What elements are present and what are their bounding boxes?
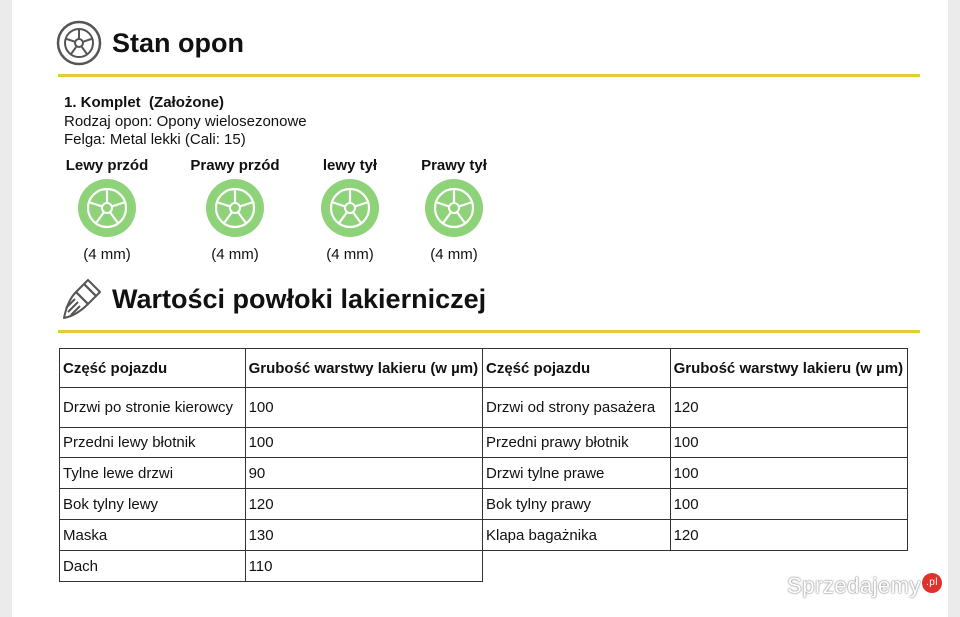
part-cell: Klapa bagażnika	[483, 520, 671, 551]
tread-depth-front-right: (4 mm)	[211, 246, 259, 263]
value-cell: 90	[245, 458, 482, 489]
value-cell: 120	[670, 520, 907, 551]
value-cell: 100	[670, 428, 907, 458]
header-part: Część pojazdu	[60, 349, 246, 388]
table-row	[483, 458, 908, 489]
wheel-icon	[205, 178, 265, 238]
part-cell: Bok tylny lewy	[60, 489, 246, 520]
watermark-badge: .pl	[922, 573, 942, 593]
part-cell: Tylne lewe drzwi	[60, 458, 246, 489]
table-row	[60, 428, 483, 458]
table-row	[60, 520, 483, 551]
table-row	[483, 428, 908, 458]
paint-table-right	[482, 348, 908, 551]
wheel-icon	[77, 178, 137, 238]
table-row	[483, 388, 908, 428]
value-cell: 100	[670, 458, 907, 489]
tire-set-status: (Założone)	[149, 94, 225, 111]
table-row	[60, 551, 483, 582]
value-cell: 100	[245, 428, 482, 458]
rim-info: Felga: Metal lekki (Cali: 15)	[64, 131, 246, 148]
table-row	[60, 388, 483, 428]
part-cell: Bok tylny prawy	[483, 489, 671, 520]
part-cell: Drzwi po stronie kierowcy	[60, 388, 246, 428]
value-cell: 130	[245, 520, 482, 551]
tire-icon	[56, 20, 102, 66]
wheel-icon	[424, 178, 484, 238]
tires-title: Stan opon	[112, 28, 244, 58]
tread-depth-rear-left: (4 mm)	[326, 246, 374, 263]
wheel-label-front-left: Lewy przód	[65, 157, 149, 174]
part-cell: Drzwi od strony pasażera	[483, 388, 671, 428]
tread-depth-rear-right: (4 mm)	[430, 246, 478, 263]
paint-table-left	[59, 348, 483, 582]
value-cell: 120	[245, 489, 482, 520]
part-cell: Maska	[60, 520, 246, 551]
wheel-icon	[320, 178, 380, 238]
paintbrush-icon	[58, 276, 104, 322]
wheel-label-rear-right: Prawy tył	[421, 157, 487, 174]
part-cell: Przedni prawy błotnik	[483, 428, 671, 458]
table-header-row	[60, 349, 483, 388]
header-thickness: Grubość warstwy lakieru (w µm)	[670, 349, 907, 388]
watermark-text: Sprzedajemy	[787, 573, 921, 598]
table-row	[483, 520, 908, 551]
tread-depth-front-left: (4 mm)	[83, 246, 131, 263]
value-cell: 110	[245, 551, 482, 582]
table-header-row	[483, 349, 908, 388]
tire-set-label: 1. Komplet	[64, 94, 141, 111]
watermark	[787, 573, 942, 599]
tire-set-line	[64, 94, 224, 112]
paint-divider	[58, 330, 920, 333]
document-page	[12, 0, 948, 617]
paint-title: Wartości powłoki lakierniczej	[112, 284, 487, 314]
tires-divider	[58, 74, 920, 77]
table-row	[60, 458, 483, 489]
table-row	[60, 489, 483, 520]
header-thickness: Grubość warstwy lakieru (w µm)	[245, 349, 482, 388]
part-cell: Drzwi tylne prawe	[483, 458, 671, 489]
tire-type: Rodzaj opon: Opony wielosezonowe	[64, 113, 307, 130]
value-cell: 100	[245, 388, 482, 428]
part-cell: Dach	[60, 551, 246, 582]
value-cell: 100	[670, 489, 907, 520]
header-part: Część pojazdu	[483, 349, 671, 388]
table-row	[483, 489, 908, 520]
value-cell: 120	[670, 388, 907, 428]
wheel-label-front-right: Prawy przód	[190, 157, 280, 174]
part-cell: Przedni lewy błotnik	[60, 428, 246, 458]
wheel-label-rear-left: lewy tył	[322, 157, 378, 174]
